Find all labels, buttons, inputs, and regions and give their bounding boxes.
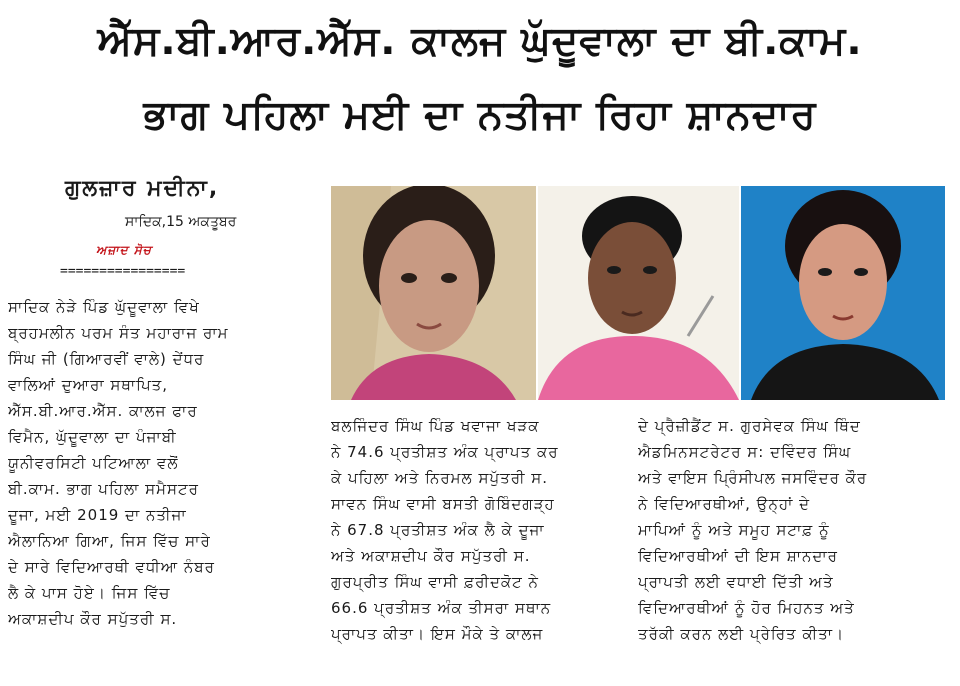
article-line: ਦੇ ਸਾਰੇ ਵਿਦਿਆਰਥੀ ਵਧੀਆ ਨੰਬਰ <box>8 558 215 576</box>
article-line: ਸਾਵਨ ਸਿੰਘ ਵਾਸੀ ਬਸਤੀ ਗੋਬਿੰਦਗੜ੍ਹ <box>331 495 555 513</box>
article-line: ਬਲਜਿੰਦਰ ਸਿੰਘ ਪਿੰਡ ਖਵਾਜਾ ਖੜਕ <box>331 417 540 435</box>
student-photo-2 <box>538 186 739 400</box>
article-line: ਬੀ.ਕਾਮ. ਭਾਗ ਪਹਿਲਾ ਸਮੈਸਟਰ <box>8 480 199 498</box>
article-line: ਕੇ ਪਹਿਲਾ ਅਤੇ ਨਿਰਮਲ ਸਪੁੱਤਰੀ ਸ. <box>331 469 549 487</box>
article-line: ਪ੍ਰਾਪਤੀ ਲਈ ਵਧਾਈ ਦਿੱਤੀ ਅਤੇ <box>638 573 834 591</box>
article-line: ਤਰੱਕੀ ਕਰਨ ਲਈ ਪ੍ਰੇਰਿਤ ਕੀਤਾ। <box>638 625 845 643</box>
headline-line-1: ਐੱਸ.ਬੀ.ਆਰ.ਐੱਸ. ਕਾਲਜ ਘੁੱਦੂਵਾਲਾ ਦਾ ਬੀ.ਕਾਮ. <box>97 18 863 64</box>
article-line: ਵਿਦਿਆਰਥੀਆਂ ਦੀ ਇਸ ਸ਼ਾਨਦਾਰ <box>638 547 838 565</box>
dateline: ਸਾਦਿਕ,15 ਅਕਤੂਬਰ <box>125 214 237 230</box>
article-line: ਲੈ ਕੇ ਪਾਸ ਹੋਏ। ਜਿਸ ਵਿੱਚ <box>8 584 171 602</box>
article-line: ਨੇ ਵਿਦਿਆਰਥੀਆਂ, ਉਨ੍ਹਾਂ ਦੇ <box>638 495 811 513</box>
article-line: ਵਿਮੈਨ, ਘੁੱਦੂਵਾਲਾ ਦਾ ਪੰਜਾਬੀ <box>8 428 177 446</box>
article-line: ਸਿੰਘ ਜੀ (ਗਿਆਰਵੀਂ ਵਾਲੇ) ਦੇਂਧਰ <box>8 350 205 368</box>
article-line: 66.6 ਪ੍ਰਤੀਸ਼ਤ ਅੰਕ ਤੀਸਰਾ ਸਥਾਨ <box>331 599 552 617</box>
article-column-1 <box>8 294 320 632</box>
article-line: ਅਕਾਸ਼ਦੀਪ ਕੌਰ ਸਪੁੱਤਰੀ ਸ. <box>8 610 178 628</box>
article-column-2 <box>331 413 627 647</box>
article-line: ਪ੍ਰਾਪਤ ਕੀਤਾ। ਇਸ ਮੌਕੇ ਤੇ ਕਾਲਜ <box>331 625 544 643</box>
article-line: ਐਲਾਨਿਆ ਗਿਆ, ਜਿਸ ਵਿੱਚ ਸਾਰੇ <box>8 532 211 550</box>
student-photo-1 <box>331 186 536 400</box>
article-line: ਵਾਲਿਆਂ ਦੁਆਰਾ ਸਥਾਪਿਤ, <box>8 376 169 394</box>
byline: ਗੁਲਜ਼ਾਰ ਮਦੀਨਾ, <box>65 176 220 201</box>
article-line: ਨੇ 67.8 ਪ੍ਰਤੀਸ਼ਤ ਅੰਕ ਲੈ ਕੇ ਦੂਜਾ <box>331 521 545 539</box>
article-line: ਐੱਸ.ਬੀ.ਆਰ.ਐੱਸ. ਕਾਲਜ ਫਾਰ <box>8 402 198 420</box>
article-column-3 <box>638 413 950 647</box>
separator: ================ <box>60 264 186 279</box>
article-line: ਬ੍ਰਹਮਲੀਨ ਪਰਮ ਸੰਤ ਮਹਾਰਾਜ ਰਾਮ <box>8 324 229 342</box>
article-line: ਵਿਦਿਆਰਥੀਆਂ ਨੂੰ ਹੋਰ ਮਿਹਨਤ ਅਤੇ <box>638 599 855 617</box>
article-line: ਨੇ 74.6 ਪ੍ਰਤੀਸ਼ਤ ਅੰਕ ਪ੍ਰਾਪਤ ਕਰ <box>331 443 559 461</box>
article-line: ਦੇ ਪ੍ਰੈਜ਼ੀਡੈਂਟ ਸ. ਗੁਰਸੇਵਕ ਸਿੰਘ ਥਿੰਦ <box>638 417 861 435</box>
article-line: ਐਡਮਿਨਸਟਰੇਟਰ ਸ: ਦਵਿੰਦਰ ਸਿੰਘ <box>638 443 852 461</box>
student-photos <box>331 186 945 400</box>
article-line: ਅਤੇ ਵਾਇਸ ਪ੍ਰਿੰਸੀਪਲ ਜਸਵਿੰਦਰ ਕੌਰ <box>638 469 868 487</box>
article-line: ਦੂਜਾ, ਮਈ 2019 ਦਾ ਨਤੀਜਾ <box>8 506 187 524</box>
article-line: ਅਤੇ ਅਕਾਸ਼ਦੀਪ ਕੌਰ ਸਪੁੱਤਰੀ ਸ. <box>331 547 531 565</box>
headline-line-2: ਭਾਗ ਪਹਿਲਾ ਮਈ ਦਾ ਨਤੀਜਾ ਰਿਹਾ ਸ਼ਾਨਦਾਰ <box>143 92 817 138</box>
article-line: ਸਾਦਿਕ ਨੇੜੇ ਪਿੰਡ ਘੁੱਦੂਵਾਲਾ ਵਿਖੇ <box>8 298 200 316</box>
student-photo-3 <box>741 186 945 400</box>
article-line: ਮਾਪਿਆਂ ਨੂੰ ਅਤੇ ਸਮੂਹ ਸਟਾਫ਼ ਨੂੰ <box>638 521 830 539</box>
newspaper-logo: ਅਜ਼ਾਦ ਸੋਚ <box>96 243 152 257</box>
article-line: ਗੁਰਪ੍ਰੀਤ ਸਿੰਘ ਵਾਸੀ ਫ਼ਰੀਦਕੋਟ ਨੇ <box>331 573 539 591</box>
article-line: ਯੂਨੀਵਰਸਿਟੀ ਪਟਿਆਲਾ ਵਲੋਂ <box>8 454 179 472</box>
